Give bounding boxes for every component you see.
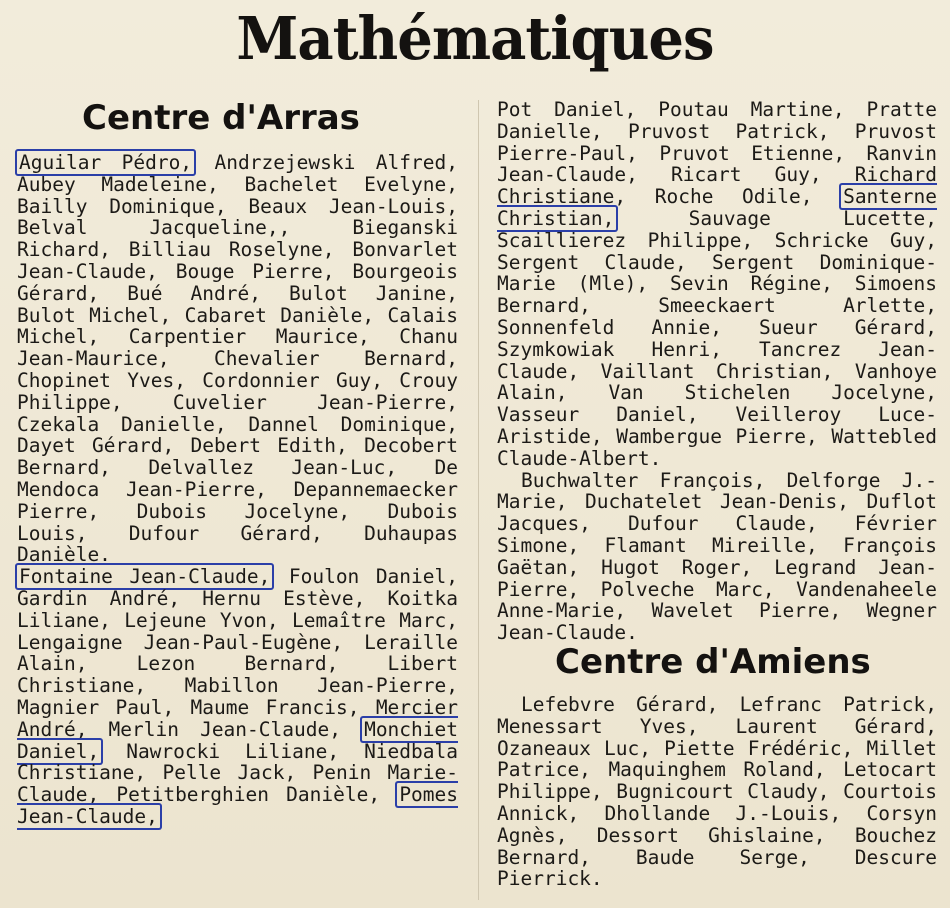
marked-name-pomes: Pomes Jean-Claude, xyxy=(17,783,459,828)
names-paragraph-4: Pot Daniel, Poutau Martine, Pratte Danielle, Pruvost Patrick, Pruvost Pierre-Paul, Pruvot Etienne, Ranvin Jean-Claude, Ricart Guy, Richard Christiane, Roche Odile, xyxy=(497,98,937,209)
arras-column-2 xyxy=(497,99,937,644)
marked-name-aguilar: Aguilar Pédro, xyxy=(15,149,196,176)
names-paragraph-6: Buchwalter François, Delforge J.-Marie, Duchatelet Jean-Denis, Duflot Jacques, Dufour Claude, Février Simone, Flamant Mireille, François Gaëtan, Hugot Roger, Legrand Jean-Pierre, Polveche Marc, Vandenaheele Anne-Marie, Wavelet Pierre, Wegner Jean-Claude. xyxy=(497,468,937,645)
names-paragraph-2: Foulon Daniel, Gardin André, Hernu Estève, Koitka Liliane, Lejeune Yvon, Lemaître Marc, Lengaigne Jean-Paul-Eugène, Leraille Alain, Lezon Bernard, Libert Christiane, Mabillon Jean-Pierre, Magnier Paul, Maume Francis, Mercier André, Merlin Jean-Claude, xyxy=(17,565,458,741)
arras-column-1 xyxy=(17,152,458,828)
section-heading-amiens: Centre d'Amiens xyxy=(555,642,871,682)
marked-name-santerne: Santerne Christian, xyxy=(497,185,937,230)
names-paragraph-3: Nawrocki Liliane, Niedbala Christiane, Pelle Jack, Penin Marie-Claude, Petitberghien Danièle, xyxy=(17,739,458,807)
page-title: Mathématiques xyxy=(236,4,714,74)
marked-name-monchiet: Monchiet Daniel, xyxy=(17,717,458,763)
column-divider xyxy=(478,100,479,900)
names-paragraph-5: Sauvage Lucette, Scaillierez Philippe, Schricke Guy, Sergent Claude, Sergent Dominique-Marie (Mle), Sevin Régine, Simoens Bernard, Smeeckaert Arlette, Sonnenfeld Annie, Sueur Gérard, Szymkowiak Henri, Tancrez Jean-Claude, Vaillant Christian, Vanhoye Alain, Van Stichelen Jocelyne, Vasseur Daniel, Veilleroy Luce-Aristide, Wambergue Pierre, Wattebled Claude-Albert. xyxy=(497,206,937,470)
marked-name-fontaine: Fontaine Jean-Claude, xyxy=(15,563,274,590)
section-heading-arras: Centre d'Arras xyxy=(82,98,360,138)
amiens-column xyxy=(497,694,937,890)
names-paragraph-1: Andrzejewski Alfred, Aubey Madeleine, Bachelet Evelyne, Bailly Dominique, Beaux Jean-Louis, Belval Jacqueline,, Bieganski Richard, Billiau Roselyne, Bonvarlet Jean-Claude, Bouge Pierre, Bourgeois Gérard, Bué André, Bulot Janine, Bulot Michel, Cabaret Danièle, Calais Michel, Carpentier Maurice, Chanu Jean-Maurice, Chevalier Bernard, Chopinet Yves, Cordonnier Guy, Crouy Philippe, Cuvelier Jean-Pierre, Czekala Danielle, Dannel Dominique, Dayet Gérard, Debert Edith, Decobert Bernard, Delvallez Jean-Luc, De Mendoca Jean-Pierre, Depannemaecker Pierre, Dubois Jocelyne, Dubois Louis, Dufour Gérard, Duhaupas Danièle. xyxy=(17,151,458,567)
amiens-names: Lefebvre Gérard, Lefranc Patrick, Menessart Yves, Laurent Gérard, Ozaneaux Luc, Piette Frédéric, Millet Patrice, Maquinghem Roland, Letocart Philippe, Bugnicourt Claudy, Courtois Annick, Dhollande J.-Louis, Corsyn Agnès, Dessort Ghislaine, Bouchez Bernard, Baude Serge, Descure Pierrick. xyxy=(497,693,937,891)
